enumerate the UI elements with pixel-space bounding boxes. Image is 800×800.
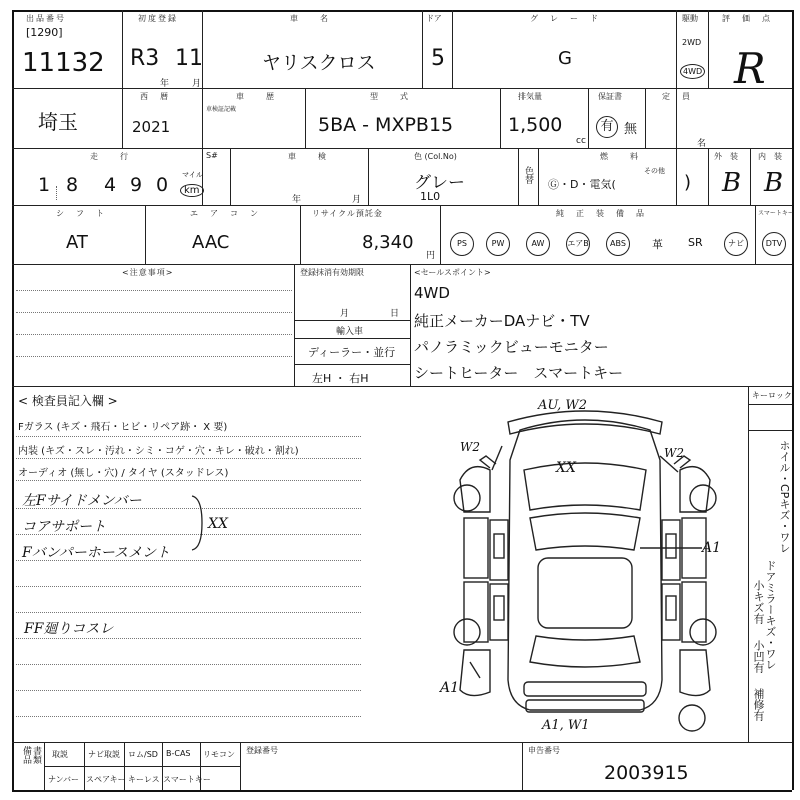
recycle-value: 8,340 — [362, 232, 414, 253]
capacity-unit: 名 — [697, 139, 707, 149]
damage-mark-right-fender: W2 — [664, 446, 684, 460]
handwritten-xx: XX — [208, 516, 228, 532]
color-code: 1L0 — [420, 190, 441, 203]
vline — [145, 205, 146, 264]
warranty-label: 保証書 — [598, 92, 622, 101]
inspector-line-interior: 内装 (キズ・スレ・汚れ・シミ・コゲ・穴・キレ・破れ・割れ) — [18, 446, 299, 457]
inspector-title: < 検査員記入欄 > — [18, 394, 118, 408]
vline — [500, 88, 501, 148]
vline — [750, 148, 751, 205]
equip-navi-circled: ナビ — [724, 232, 748, 256]
mileage-digit: 8 — [66, 174, 79, 196]
cc-unit: cc — [576, 136, 586, 146]
hline — [294, 320, 410, 321]
row-line-1 — [12, 88, 792, 89]
vline — [230, 148, 231, 205]
small-dent: 小凹有 — [752, 640, 765, 673]
vline — [518, 148, 519, 205]
handwritten-note: コアサポート — [22, 519, 106, 535]
damage-mark-left-fender: W2 — [460, 440, 480, 454]
sn-label: S# — [206, 151, 218, 160]
inspection-year-unit: 年 — [292, 195, 302, 205]
door-mirror-text: ドアミラーキズ・ワレ — [764, 560, 777, 670]
wheel-cp-text: ホイル・CPキズ・ワレ — [778, 440, 791, 554]
handle-side: 左H ・ 右H — [312, 372, 369, 385]
dotline — [16, 290, 292, 291]
vline — [755, 205, 756, 264]
mileage-digit: 9 — [130, 174, 143, 196]
capacity-label: 定 員 — [662, 92, 692, 101]
items-label: 備品 — [21, 746, 31, 764]
handwritten-note: FF廻りコスレ — [24, 621, 114, 637]
registration-label: 登録抹消有効期限 — [300, 268, 364, 277]
year-unit: 年 — [160, 79, 170, 89]
dotline — [16, 612, 361, 613]
smartkey-label: スマートキー — [758, 210, 794, 217]
hline — [294, 364, 410, 365]
month-unit: 月 — [192, 79, 202, 89]
bracket-mark — [190, 494, 206, 552]
drive-4wd-circled: 4WD — [680, 64, 705, 79]
footer-item: ナンバー — [48, 775, 80, 784]
hline — [748, 404, 792, 405]
lot-label: 出品番号 — [26, 14, 66, 23]
model-label: 型 式 — [370, 92, 410, 101]
footer-item: スマートキー — [163, 775, 211, 784]
mileage-digit: 1 — [38, 174, 51, 196]
equip-ps-circled: PS — [450, 232, 474, 256]
displacement: 1,500 — [508, 114, 563, 136]
ac-label: エ ア コ ン — [190, 209, 260, 218]
fuel-label: 燃 料 — [600, 152, 640, 161]
dotline — [16, 334, 292, 335]
reg-number-label: 登録番号 — [246, 746, 278, 755]
dotline — [16, 436, 361, 437]
drive-2wd: 2WD — [682, 38, 702, 47]
dealer-parallel: ディーラー・並行 — [308, 346, 396, 359]
small-scratch: 小キズ有 — [752, 580, 765, 624]
dotline — [16, 586, 361, 587]
recycle-label: リサイクル預託金 — [312, 209, 383, 218]
interior-grade: B — [764, 168, 784, 198]
score-value: R — [734, 44, 766, 93]
inspector-line-glass: Fガラス (キズ・飛石・ヒビ・リペア跡・ X 要) — [18, 422, 228, 433]
color-value: グレー — [414, 173, 465, 193]
handwritten-note: Fバンパーホースメント — [22, 545, 171, 561]
hline — [44, 766, 240, 767]
western-year: 2021 — [132, 118, 171, 136]
vline — [440, 205, 441, 264]
vline — [422, 10, 423, 88]
import-label: 輸入車 — [336, 327, 364, 337]
equip-aw-circled: AW — [526, 232, 550, 256]
dotline — [16, 458, 361, 459]
color-label: 色 (Col.No) — [414, 152, 457, 161]
footer-item: B-CAS — [166, 749, 191, 758]
dotline — [16, 638, 361, 639]
lot-number: 11132 — [22, 48, 105, 78]
footer-item: 取説 — [52, 750, 68, 759]
chassis-sub: 車検証記載 — [206, 106, 237, 113]
dotline — [16, 480, 361, 481]
row-line-5 — [12, 386, 792, 387]
border-left — [12, 10, 14, 790]
hline — [748, 430, 792, 431]
western-year-label: 西 暦 — [140, 92, 170, 101]
model-code: 5BA - MXPB15 — [318, 114, 454, 136]
footer-item: ナビ取説 — [88, 750, 120, 759]
vline — [305, 88, 306, 148]
vline — [122, 10, 123, 148]
vline — [588, 88, 589, 148]
reg-day: 日 — [390, 309, 400, 319]
doors-value: 5 — [431, 46, 445, 71]
dotline — [16, 312, 292, 313]
mileage-unit-km-circled: km — [180, 184, 204, 197]
grade-label: グ レ ー ド — [530, 14, 600, 23]
drive-label: 駆動 — [682, 14, 698, 23]
inspection-month-unit: 月 — [352, 195, 362, 205]
row-line-6 — [12, 742, 792, 743]
sales-point: 純正メーカーDAナビ・TV — [414, 312, 590, 330]
vline — [708, 10, 709, 88]
footer-item: ロム/SD — [128, 750, 158, 759]
vline — [368, 148, 369, 205]
row-line-4 — [12, 264, 792, 265]
mileage-label: 走 行 — [90, 152, 130, 161]
row-line-3 — [12, 205, 792, 206]
inspector-line-audio: オーディオ (無し・穴) / タイヤ (スタッドレス) — [18, 468, 229, 479]
region: 埼玉 — [38, 110, 78, 134]
grade-value: G — [558, 48, 572, 69]
exterior-label: 外 装 — [714, 152, 738, 161]
sales-point: 4WD — [414, 284, 450, 302]
doors-label: ドア — [426, 14, 442, 23]
color-change-label: 色替 — [523, 166, 533, 184]
vline — [522, 742, 523, 790]
mgmt-number-label: 申告番号 — [528, 746, 560, 755]
damage-mark-right-door: A1 — [702, 540, 722, 556]
vline — [300, 205, 301, 264]
vline — [708, 148, 709, 205]
vline — [645, 88, 646, 148]
footer-item: リモコン — [203, 750, 235, 759]
shift-value: AT — [66, 232, 88, 253]
equip-leather: 革 — [652, 238, 663, 251]
shift-label: シ フ ト — [56, 209, 106, 218]
equip-pw-circled: PW — [486, 232, 510, 256]
vline — [538, 148, 539, 205]
first-reg-label: 初度登録 — [138, 14, 178, 23]
footer-item: スペアキー — [86, 775, 126, 784]
interior-label: 内 装 — [758, 152, 782, 161]
fuel-other-label: その他 — [644, 167, 665, 175]
damage-mark-front: AU, W2 — [538, 398, 588, 413]
dotline — [16, 664, 361, 665]
exterior-grade: B — [722, 168, 742, 198]
fuel-options: Ⓖ・D・電気( — [548, 178, 616, 191]
mileage-digit: 4 — [104, 174, 117, 196]
inspection-label: 車 検 — [288, 152, 328, 161]
reg-month: 月 — [340, 309, 350, 319]
repair-present: 補修有 — [752, 688, 765, 721]
mileage-digit: 0 — [156, 174, 169, 196]
warranty-no: 無 — [624, 122, 638, 137]
vline — [202, 88, 203, 148]
vline — [676, 10, 677, 205]
border-right — [792, 10, 794, 790]
sales-point: シートヒーター スマートキー — [414, 364, 624, 382]
hline — [294, 338, 410, 339]
warranty-yes-circled: 有 — [596, 116, 618, 138]
equip-label: 純 正 装 備 品 — [556, 209, 646, 218]
vline — [84, 742, 85, 790]
mgmt-number: 2003915 — [604, 762, 689, 784]
vline — [294, 264, 295, 386]
chassis-label: 車 歴 — [236, 92, 276, 101]
sales-point: パノラミックビューモニター — [414, 338, 609, 356]
yen-unit: 円 — [426, 251, 436, 261]
car-name: ヤリスクロス — [262, 52, 376, 74]
caution-label: <注意事項> — [122, 268, 174, 277]
first-reg-era: R3 — [130, 46, 160, 71]
digit-sep — [56, 186, 63, 200]
dotline — [16, 716, 361, 717]
handwritten-note: 左Fサイドメンバー — [22, 493, 142, 509]
equip-abs-circled: ABS — [606, 232, 630, 256]
equip-sunroof: SR — [688, 236, 703, 249]
equip-dtv-circled: DTV — [762, 232, 786, 256]
documents-label: 書類 — [31, 746, 41, 764]
border-top — [12, 10, 792, 12]
car-name-label: 車 名 — [290, 14, 330, 23]
ac-value: AAC — [192, 232, 230, 253]
dotline — [16, 690, 361, 691]
score-label: 評 価 点 — [722, 14, 772, 23]
footer-item: キーレス — [128, 775, 160, 784]
vline — [410, 264, 411, 386]
dotline — [16, 356, 292, 357]
damage-mark-rear: A1, W1 — [542, 718, 590, 733]
row-line-2 — [12, 148, 792, 149]
damage-mark-left-rear: A1 — [440, 680, 460, 696]
equip-airbag-circled: エアB — [566, 232, 590, 256]
fuel-close: ) — [684, 172, 692, 193]
damage-mark-hood: XX — [556, 460, 576, 476]
vline — [452, 10, 453, 88]
border-bottom — [12, 790, 792, 792]
keylock-label: キーロック — [752, 391, 792, 400]
lot-sub: [1290] — [26, 26, 63, 39]
mileage-unit-mile: マイル — [182, 171, 203, 179]
displacement-label: 排気量 — [518, 92, 542, 101]
first-reg-month: 11 — [175, 46, 203, 71]
vline — [748, 386, 749, 742]
sales-point-label: <セールスポイント> — [414, 268, 491, 277]
vline — [240, 742, 241, 790]
